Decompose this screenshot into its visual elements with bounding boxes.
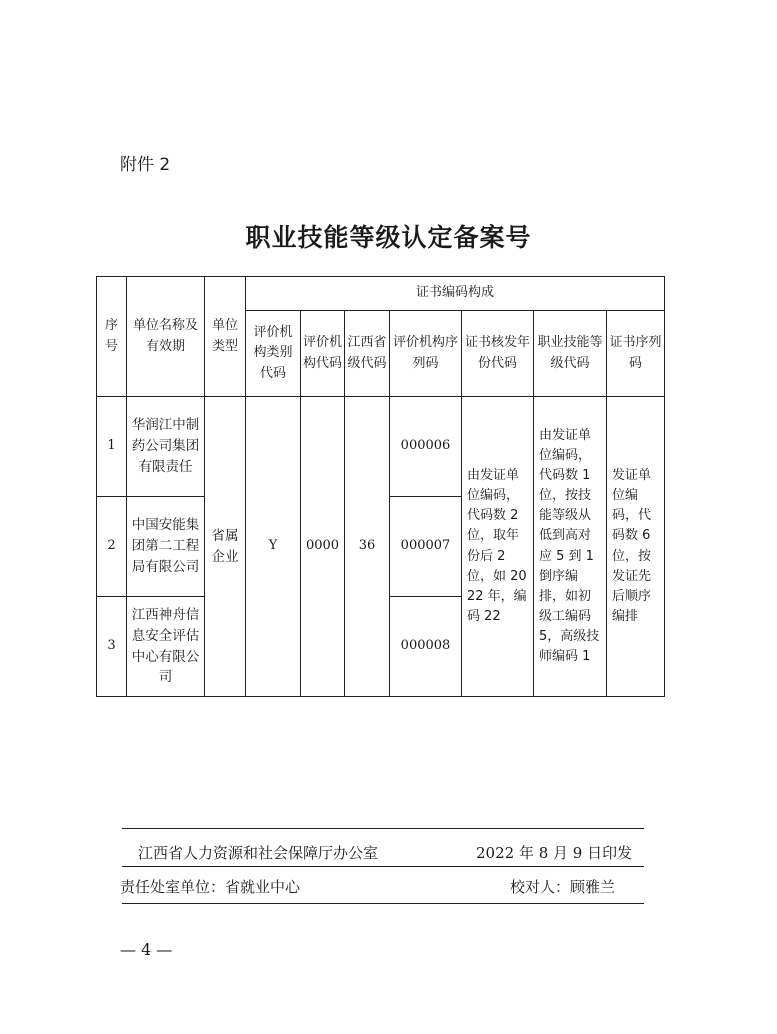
row-org-seq: 000007 bbox=[390, 497, 462, 597]
row-unit-name: 华润江中制药公司集团有限责任 bbox=[127, 397, 205, 497]
footer-bottom-rule bbox=[122, 903, 644, 904]
footer-middle-rule bbox=[122, 866, 644, 867]
header-unit-name: 单位名称及有效期 bbox=[127, 277, 205, 397]
footer-date: 2022 年 8 月 9 日印发 bbox=[476, 844, 633, 862]
header-jx-code: 江西省级代码 bbox=[345, 311, 390, 397]
row-org-seq: 000008 bbox=[390, 597, 462, 697]
header-cert-code-group: 证书编码构成 bbox=[246, 277, 665, 311]
footer-responsible: 责任处室单位：省就业中心 bbox=[120, 878, 301, 896]
eval-type-code-cell: Y bbox=[246, 397, 301, 697]
issue-year-desc-cell: 由发证单位编码，代码数 2 位，取年份后 2 位，如 2022 年，编码 22 bbox=[462, 397, 534, 697]
skill-level-desc-cell: 由发证单位编码，代码数 1 位，按技能等级从低到高对应 5 到 1 倒序编排，如初级工编码 5，高级技师编码 1 bbox=[534, 397, 607, 697]
jx-code-cell: 36 bbox=[345, 397, 390, 697]
row-seq: 2 bbox=[97, 497, 127, 597]
unit-type-cell: 省属企业 bbox=[205, 397, 246, 697]
footer-office: 江西省人力资源和社会保障厅办公室 bbox=[138, 844, 379, 862]
footer-proofreader: 校对人：顾雅兰 bbox=[510, 878, 616, 896]
record-number-table bbox=[96, 276, 665, 697]
row-unit-name: 中国安能集团第二工程局有限公司 bbox=[127, 497, 205, 597]
header-issue-year-code: 证书核发年份代码 bbox=[462, 311, 534, 397]
footer-top-rule bbox=[122, 828, 644, 829]
cert-seq-desc-cell: 发证单位编码，代码数 6 位，按发证先后顺序编排 bbox=[607, 397, 665, 697]
row-org-seq: 000006 bbox=[390, 397, 462, 497]
eval-org-code-cell: 0000 bbox=[301, 397, 345, 697]
row-unit-name: 江西神舟信息安全评估中心有限公司 bbox=[127, 597, 205, 697]
row-seq: 1 bbox=[97, 397, 127, 497]
annex-label: 附件 2 bbox=[120, 155, 171, 175]
page-number: — 4 — bbox=[120, 940, 173, 959]
header-seq: 序号 bbox=[97, 277, 127, 397]
table-row bbox=[97, 397, 665, 497]
header-cert-seq: 证书序列码 bbox=[607, 311, 665, 397]
header-skill-level-code: 职业技能等级代码 bbox=[534, 311, 607, 397]
row-seq: 3 bbox=[97, 597, 127, 697]
header-eval-type-code: 评价机构类别代码 bbox=[246, 311, 301, 397]
header-eval-org-code: 评价机构代码 bbox=[301, 311, 345, 397]
header-eval-seq-code: 评价机构序列码 bbox=[390, 311, 462, 397]
page-title: 职业技能等级认定备案号 bbox=[245, 223, 532, 252]
header-unit-type: 单位类型 bbox=[205, 277, 246, 397]
